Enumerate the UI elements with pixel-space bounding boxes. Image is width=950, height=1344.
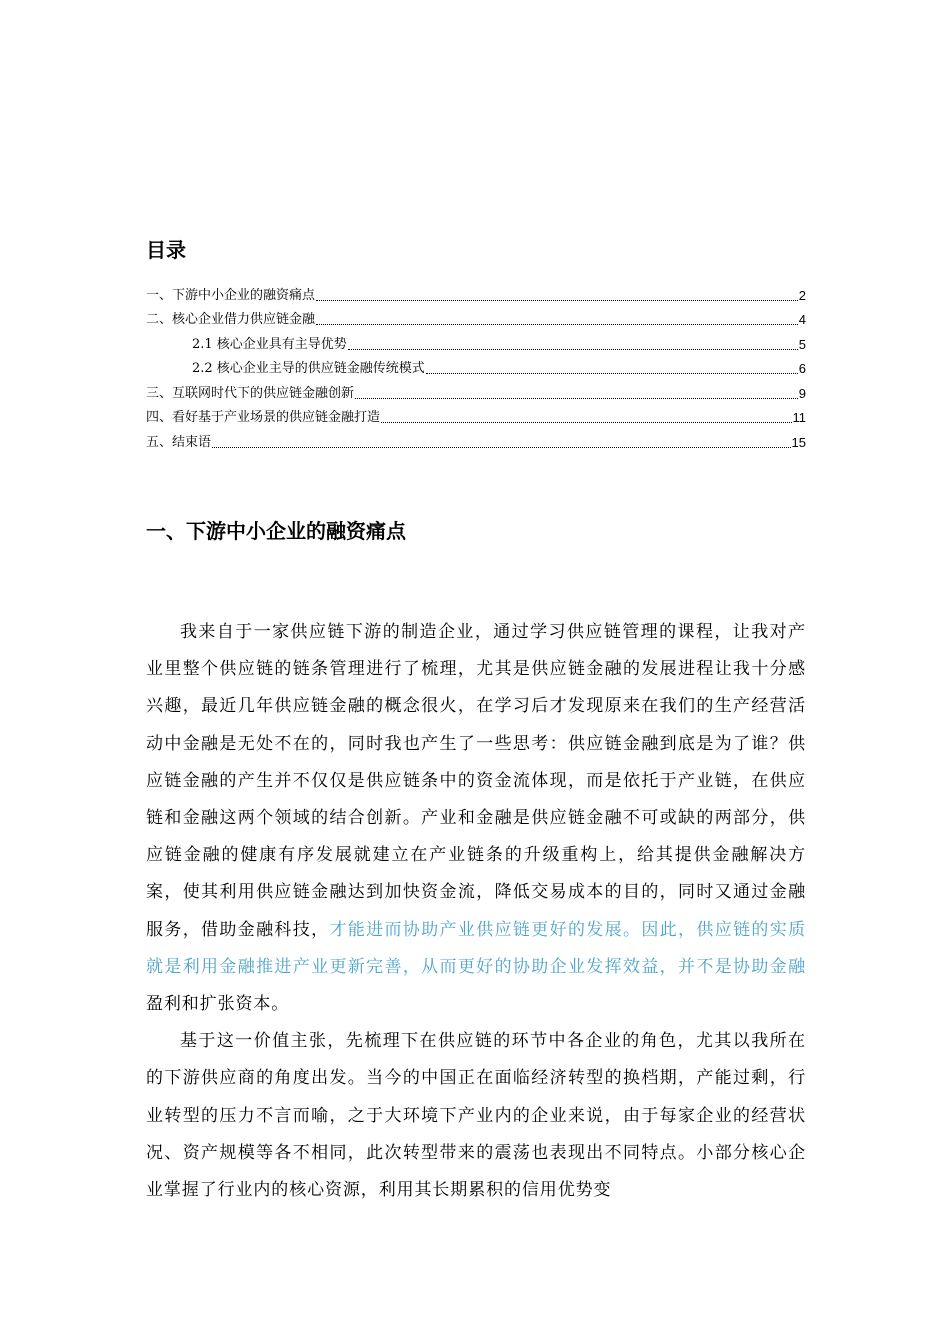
section-body bbox=[146, 614, 806, 1209]
toc-entry-page: 11 bbox=[792, 410, 806, 425]
paragraph-text: 盈利和扩张资本。 bbox=[146, 994, 290, 1015]
toc-entry-page: 4 bbox=[798, 312, 806, 327]
toc-entry-page: 9 bbox=[798, 385, 806, 401]
toc-entry-page: 2 bbox=[798, 287, 806, 303]
toc-entry-label: 二、核心企业借力供应链金融 bbox=[146, 312, 316, 327]
toc-leader-dots bbox=[426, 373, 798, 374]
toc-entry-page: 5 bbox=[798, 336, 806, 352]
body-paragraph: 基于这一价值主张，先梳理下在供应链的环节中各企业的角色，尤其以我所在的下游供应商的角度出发。当今的中国正在面临经济转型的换档期，产能过剩，行业转型的压力不言而喻，之于大环境下产业内的企业来说，由于每家企业的经营状况、资产规模等各不相同，此次转型带来的震荡也表现出不同特点。小部分核心企业掌握了行业内的核心资源，利用其长期累积的信用优势变 bbox=[146, 1031, 806, 1201]
toc-entry-label: 一、下游中小企业的融资痛点 bbox=[146, 287, 316, 303]
toc-leader-dots bbox=[381, 422, 791, 423]
toc-subentry[interactable] bbox=[146, 355, 806, 380]
toc-entry[interactable] bbox=[146, 404, 806, 429]
paragraph-text: 我来自于一家供应链下游的制造企业，通过学习供应链管理的课程，让我对产业里整个供应链的链条管理进行了梳理，尤其是供应链金融的发展进程让我十分感兴趣，最近几年供应链金融的概念很火，在学习后才发现原来在我们的生产经营活动中金融是无处不在的，同时我也产生了一些思考：供应链金融到底是为了谁？供应链金融的产生并不仅仅是供应链条中的资金流体现，而是依托于产业链，在供应链和金融这两个领域的结合创新。产业和金融是供应链金融不可或缺的两部分，供应链金融的健康有序发展就建立在产业链条的升级重构上，给其提供金融解决方案，使其利用供应链金融达到加快资金流，降低交易成本的目的，同时又通过金融服务，借助金融科技， bbox=[146, 622, 806, 940]
toc-leader-dots bbox=[316, 300, 798, 301]
table-of-contents bbox=[146, 281, 806, 453]
toc-entry[interactable] bbox=[146, 281, 806, 306]
section-heading: 一、下游中小企业的融资痛点 bbox=[146, 519, 406, 543]
toc-title: 目录 bbox=[146, 238, 186, 262]
toc-leader-dots bbox=[348, 349, 798, 350]
toc-entry-label: 五、结束语 bbox=[146, 434, 212, 450]
toc-entry-label: 2.2 核心企业主导的供应链金融传统模式 bbox=[192, 361, 425, 376]
toc-subentry[interactable] bbox=[146, 330, 806, 355]
toc-leader-dots bbox=[316, 324, 798, 325]
toc-entry-label: 四、看好基于产业场景的供应链金融打造 bbox=[146, 410, 381, 425]
toc-entry-page: 15 bbox=[791, 434, 806, 450]
body-paragraph bbox=[146, 614, 806, 1023]
toc-leader-dots bbox=[355, 398, 798, 399]
toc-entry-label: 2.1 核心企业具有主导优势 bbox=[192, 336, 347, 352]
toc-entry[interactable] bbox=[146, 379, 806, 404]
toc-entry[interactable] bbox=[146, 428, 806, 453]
highlighted-text: 才能进而协助产业供应链更好的发展。因此，供应链的实质就是利用金融推进产业更新完善，从而更好的协助企业发挥效益，并不是协助金融 bbox=[146, 919, 807, 977]
toc-leader-dots bbox=[212, 447, 791, 448]
toc-entry[interactable] bbox=[146, 306, 806, 331]
toc-entry-label: 三、互联网时代下的供应链金融创新 bbox=[146, 385, 355, 401]
toc-entry-page: 6 bbox=[798, 361, 806, 376]
